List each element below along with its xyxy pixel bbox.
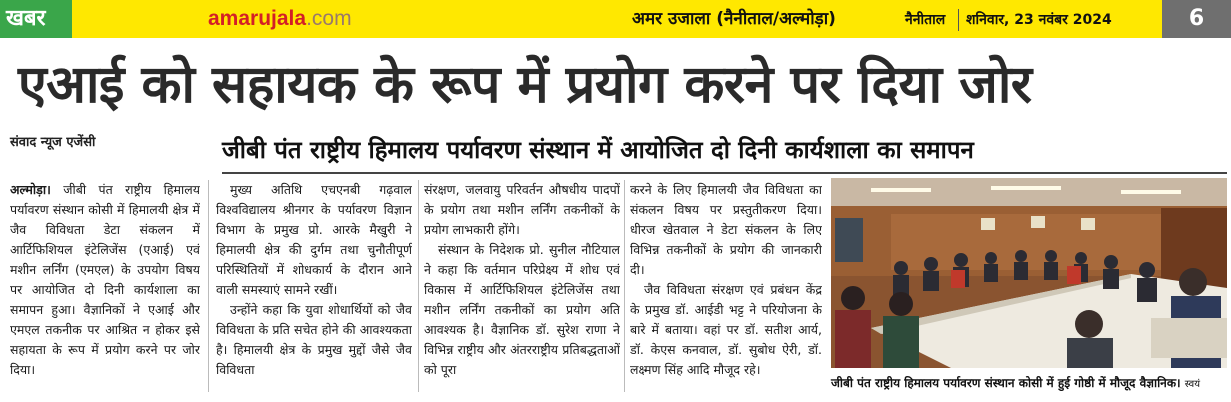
logo-main: amarujala	[208, 7, 307, 30]
column-divider	[208, 180, 209, 392]
edition-city: नैनीताल	[905, 12, 946, 28]
article-column-3	[424, 180, 620, 396]
column-3-paragraph-2: संस्थान के निदेशक प्रो. सुनील नौटियाल ने कहा कि वर्तमान परिप्रेक्ष्य में शोध एवं विकास में आर्टिफिशियल इंटेलिजेंस तथा मशीन लर्निंग तकनीकों का प्रयोग अति आवश्यक है। वैज्ञानिक डॉ. सुरेश राणा ने विभिन्न राष्ट्रीय और अंतरराष्ट्रीय प्रतिबद्धताओं को पूरा	[424, 242, 620, 377]
issue-date: शनिवार, 23 नवंबर 2024	[966, 12, 1112, 28]
news-photo	[831, 178, 1227, 368]
column-divider	[418, 180, 419, 392]
column-divider	[624, 180, 625, 392]
column-3-paragraph-1: संरक्षण, जलवायु परिवर्तन औषधीय पादपों के प्रयोग तथा मशीन लर्निंग तकनीकों के प्रयोग लाभकारी होंगे।	[424, 182, 620, 237]
article-column-4	[630, 180, 822, 396]
meeting-photo-illustration	[831, 178, 1227, 368]
logo-tld: .com	[306, 7, 352, 30]
masthead-bar	[0, 0, 1231, 38]
photo-caption	[831, 372, 1227, 394]
byline-agency: संवाद न्यूज एजेंसी	[10, 135, 96, 150]
column-2-paragraph-1: मुख्य अतिथि एचएनबी गढ़वाल विश्वविद्यालय श्रीनगर के पर्यावरण विज्ञान विभाग के प्रमुख प्रो. आरके मैखुरी ने हिमालयी क्षेत्र की दुर्गम तथा चुनौतीपूर्ण परिस्थितियों में शोधकार्य के दौरान आने वाली समस्याएं सामने रखीं।	[216, 182, 412, 297]
column-1-paragraph-1: जीबी पंत राष्ट्रीय हिमालय पर्यावरण संस्थान कोसी में हिमालयी क्षेत्र में जैव विविधता डेटा संकलन में आर्टिफिशियल इंटेलिजेंस (एआई) एवं मशीन लर्निंग (एमएल) के उपयोग विषय पर आयोजित दो दिनी कार्यशाला का समापन हुआ। वैज्ञानिकों ने एआई और एमएल तकनीक पर आश्रित न होकर इसे सहायता के रूप में प्रयोग करने पर जोर दिया।	[10, 182, 200, 377]
site-logo[interactable]	[208, 6, 352, 32]
paper-edition: अमर उजाला (नैनीताल/अल्मोड़ा)	[632, 9, 836, 29]
dateline: अल्मोड़ा।	[10, 182, 51, 197]
article-column-2	[216, 180, 412, 396]
photo-credit: स्वयं	[1184, 379, 1201, 390]
subheadline: जीबी पंत राष्ट्रीय हिमालय पर्यावरण संस्थान में आयोजित दो दिनी कार्यशाला का समापन	[222, 136, 974, 164]
photo-caption-text: जीबी पंत राष्ट्रीय हिमालय पर्यावरण संस्थान कोसी में हुई गोष्ठी में मौजूद वैज्ञानिक।	[831, 376, 1181, 390]
column-2-paragraph-2: उन्होंने कहा कि युवा शोधार्थियों को जैव विविधता के प्रति सचेत होने की आवश्यकता है। हिमालयी क्षेत्र के प्रमुख मुद्दों जैसे जैव विविधता	[216, 302, 412, 377]
headline: एआई को सहायक के रूप में प्रयोग करने पर दिया जोर	[18, 55, 1032, 115]
page-number: 6	[1162, 0, 1231, 38]
masthead-divider	[958, 9, 959, 31]
subheadline-rule	[222, 172, 1227, 174]
column-4-paragraph-1: करने के लिए हिमालयी जैव विविधता का संकलन विषय पर प्रस्तुतीकरण दिया। धीरज खेतवाल ने डेटा संकलन के लिए विभिन्न तकनीकों के प्रयोग की जानकारी दी।	[630, 182, 822, 277]
column-4-paragraph-2: जैव विविधता संरक्षण एवं प्रबंधन केंद्र के प्रमुख डॉ. आईडी भट्ट ने परियोजना के बारे में बताया। वहां पर डॉ. सतीश आर्य, डॉ. केएस कनवाल, डॉ. सुबोध ऐरी, डॉ. लक्ष्मण सिंह आदि मौजूद रहे।	[630, 282, 822, 377]
article-column-1	[10, 180, 200, 396]
section-tab: खबर	[0, 0, 72, 38]
